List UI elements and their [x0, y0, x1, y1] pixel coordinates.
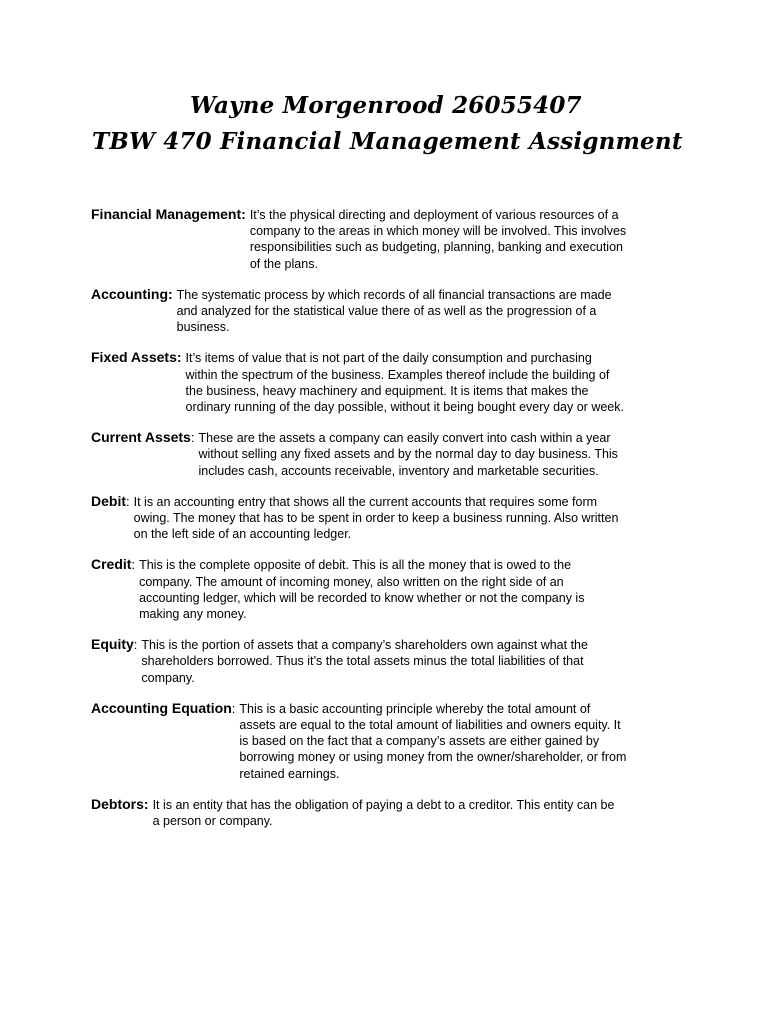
definition-text	[135, 556, 701, 622]
term-separator: :	[126, 493, 130, 509]
definition-entry	[91, 796, 701, 829]
definition-line: borrowing money or using money from the owner/shareholder, or from	[239, 750, 627, 765]
definition-line: company to the areas in which money will be involved. This involves	[249, 224, 627, 239]
definition-text	[137, 636, 701, 686]
definition-line: making any money.	[139, 607, 247, 622]
definition-line: This is the portion of assets that a company’s shareholders own against what the	[141, 638, 588, 653]
author-line: Wayne Morgenrood 26055407	[190, 92, 582, 119]
definition-line: retained earnings.	[239, 766, 340, 781]
definitions-list	[91, 206, 701, 843]
definition-text	[173, 286, 701, 336]
term-separator: :	[190, 430, 195, 446]
term-label: Credit	[91, 556, 132, 573]
definition-line: This is a basic accounting principle whereby the total amount of	[239, 701, 591, 716]
definition-line: It is an entity that has the obligation of paying a debt to a creditor. This entity can be	[152, 797, 615, 812]
definition-line: and analyzed for the statistical value there of as well as the progression of a	[176, 304, 597, 319]
definition-line: responsibilities such as budgeting, planning, banking and execution	[249, 240, 623, 255]
definition-line: shareholders borrowed. Thus it’s the total assets minus the total liabilities of that	[141, 654, 584, 669]
definition-line: on the left side of an accounting ledger.	[133, 527, 352, 542]
definition-text	[235, 700, 701, 782]
definition-text	[194, 429, 701, 479]
definition-line: The systematic process by which records of all financial transactions are made	[176, 287, 612, 302]
definition-term	[91, 206, 246, 223]
term-separator: :	[131, 557, 136, 573]
definition-entry	[91, 206, 701, 272]
definition-entry	[91, 429, 701, 479]
definition-entry	[91, 493, 701, 543]
definition-line: These are the assets a company can easily convert into cash within a year	[198, 431, 611, 446]
definition-term	[91, 493, 130, 510]
definition-line: the business, heavy machinery and equipment. It is items that makes the	[185, 383, 589, 398]
term-label: Debtors:	[91, 795, 149, 812]
term-label: Fixed Assets:	[91, 349, 182, 366]
definition-line: company. The amount of incoming money, also written on the right side of an	[139, 574, 564, 589]
definition-line: without selling any fixed assets and by the normal day to day business. This	[198, 447, 618, 462]
term-label: Accounting:	[91, 285, 173, 302]
definition-term	[91, 286, 173, 303]
term-label: Debit	[91, 492, 126, 509]
definition-line: within the spectrum of the business. Examples thereof include the building of	[185, 367, 610, 382]
definition-term	[91, 636, 137, 653]
term-label: Accounting Equation	[91, 699, 232, 716]
definition-line: includes cash, accounts receivable, inventory and marketable securities.	[198, 463, 599, 478]
definition-line: company.	[141, 670, 195, 685]
definition-term	[91, 349, 182, 366]
definition-entry	[91, 556, 701, 622]
definition-term	[91, 700, 235, 717]
definition-line: This is the complete opposite of debit. This is all the money that is owed to the	[139, 558, 572, 573]
term-label: Financial Management:	[91, 206, 246, 222]
definition-entry	[91, 349, 701, 415]
definition-line: owing. The money that has to be spent in order to keep a business running. Also written	[133, 511, 619, 526]
definition-term	[91, 429, 194, 446]
definition-line: assets are equal to the total amount of liabilities and owners equity. It	[239, 718, 621, 733]
term-separator: :	[231, 700, 236, 716]
definition-line: It’s items of value that is not part of the daily consumption and purchasing	[185, 351, 592, 366]
definition-text	[149, 796, 701, 829]
definition-term	[91, 556, 135, 573]
definition-term	[91, 796, 149, 813]
definition-line: is based on the fact that a company’s assets are either gained by	[239, 734, 600, 749]
term-separator: :	[133, 637, 138, 653]
definition-line: business.	[176, 320, 230, 335]
definition-entry	[91, 286, 701, 336]
definition-text	[130, 493, 701, 543]
definition-line: It’s the physical directing and deployment of various resources of a	[249, 208, 619, 222]
assignment-title: TBW 470 Financial Management Assignment	[92, 128, 683, 155]
document-header	[0, 88, 768, 160]
definition-line: ordinary running of the day possible, without it being bought every day or week.	[185, 400, 624, 415]
definition-text	[246, 206, 701, 272]
definition-entry	[91, 700, 701, 782]
term-label: Equity	[91, 636, 134, 653]
term-label: Current Assets	[91, 429, 191, 446]
definition-text	[182, 349, 701, 415]
definition-line: accounting ledger, which will be recorded to know whether or not the company is	[139, 590, 585, 605]
definition-entry	[91, 636, 701, 686]
definition-line: a person or company.	[152, 814, 273, 829]
definition-line: It is an accounting entry that shows all the current accounts that requires some form	[133, 494, 598, 509]
definition-line: of the plans.	[249, 256, 318, 271]
